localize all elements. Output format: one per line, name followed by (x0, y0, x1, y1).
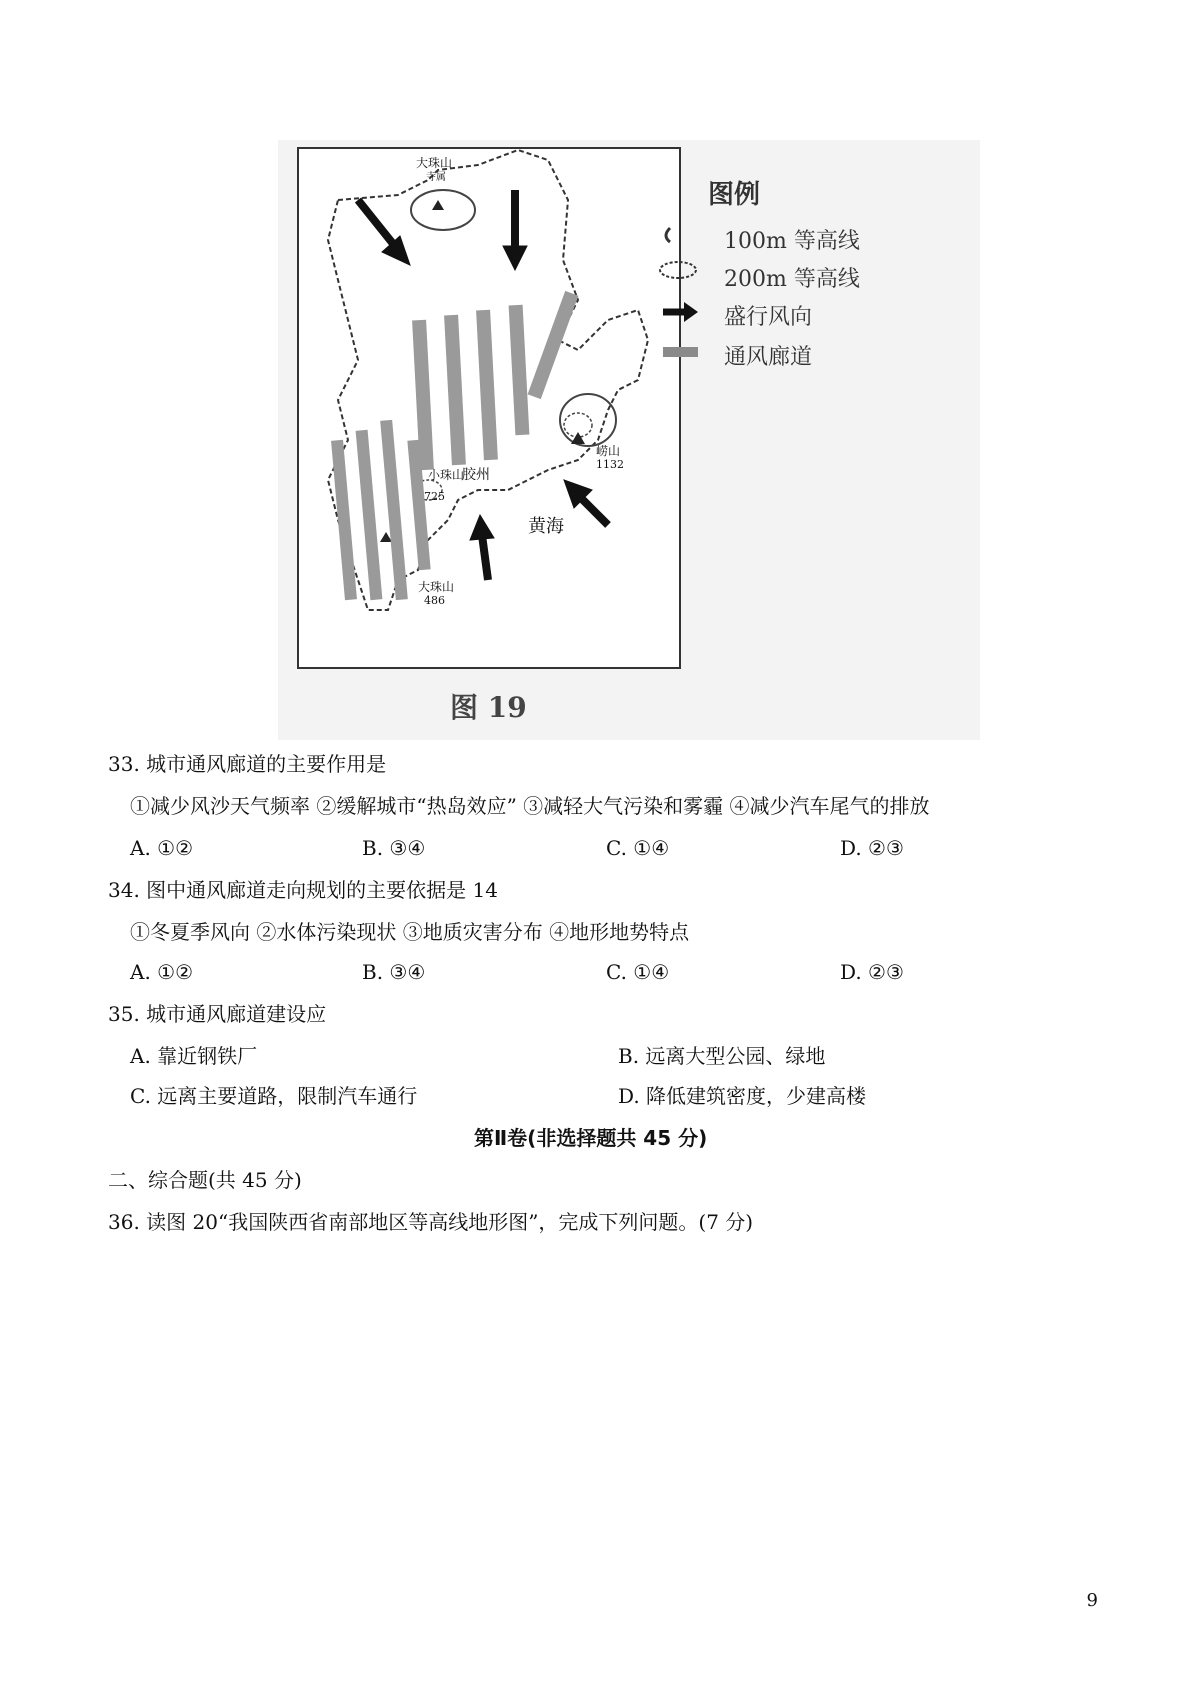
legend-wind-label: 盛行风向 (724, 305, 813, 330)
q34-option-c: C. ①④ (606, 960, 670, 984)
q36-stem: 36. 读图 20“我国陕西省南部地区等高线地形图”，完成下列问题。(7 分) (108, 1210, 754, 1234)
q34-option-b: B. ③④ (362, 960, 426, 984)
q33-stem: 33. 城市通风廊道的主要作用是 (108, 752, 387, 776)
page-number: 9 (1086, 1590, 1098, 1611)
q35-option-b: B. 远离大型公园、绿地 (618, 1044, 826, 1068)
q33-option-b: B. ③④ (362, 836, 426, 860)
label-laoshan-height: 1132 (596, 458, 624, 471)
legend-100m-label: 100m 等高线 (724, 229, 860, 254)
label-mountain-top: 大珠山 (416, 156, 453, 170)
q34-option-a: A. ①② (130, 960, 194, 984)
section-heading: 二、综合题(共 45 分) (108, 1168, 302, 1192)
q33-option-d: D. ②③ (840, 836, 904, 860)
label-mountain-top-sub: 寺属 (426, 172, 446, 183)
figure-19-map (278, 140, 980, 740)
q33-statements: ①减少风沙天气频率 ②缓解城市“热岛效应” ③减轻大气污染和雾霾 ④减少汽车尾气的排放 (130, 794, 930, 818)
q34-stem: 34. 图中通风廊道走向规划的主要依据是 14 (108, 878, 498, 902)
legend-200m-label: 200m 等高线 (724, 267, 860, 292)
q35-option-c: C. 远离主要道路，限制汽车通行 (130, 1084, 418, 1108)
label-jiaozhou: 胶州 (462, 467, 490, 483)
q33-option-c: C. ①④ (606, 836, 670, 860)
q35-option-d: D. 降低建筑密度，少建高楼 (618, 1084, 867, 1108)
label-725: 725 (424, 490, 445, 503)
q33-option-a: A. ①② (130, 836, 194, 860)
legend-corridor-label: 通风廊道 (724, 345, 813, 370)
q34-statements: ①冬夏季风向 ②水体污染现状 ③地质灾害分布 ④地形地势特点 (130, 920, 690, 944)
q35-stem: 35. 城市通风廊道建设应 (108, 1002, 327, 1026)
legend-title: 图例 (708, 180, 761, 210)
label-laoshan: 崂山 (596, 444, 621, 458)
q35-option-a: A. 靠近钢铁厂 (130, 1044, 258, 1068)
label-dazhushan-height: 486 (424, 594, 445, 607)
q34-option-d: D. ②③ (840, 960, 904, 984)
label-sea: 黄海 (528, 516, 564, 537)
label-dazhushan: 大珠山 (418, 580, 455, 594)
label-xiaozhushan: 小珠山 (428, 468, 465, 482)
figure-caption: 图 19 (450, 691, 527, 724)
section-title: 第Ⅱ卷(非选择题共 45 分) (474, 1126, 708, 1150)
figure-19 (278, 140, 980, 740)
